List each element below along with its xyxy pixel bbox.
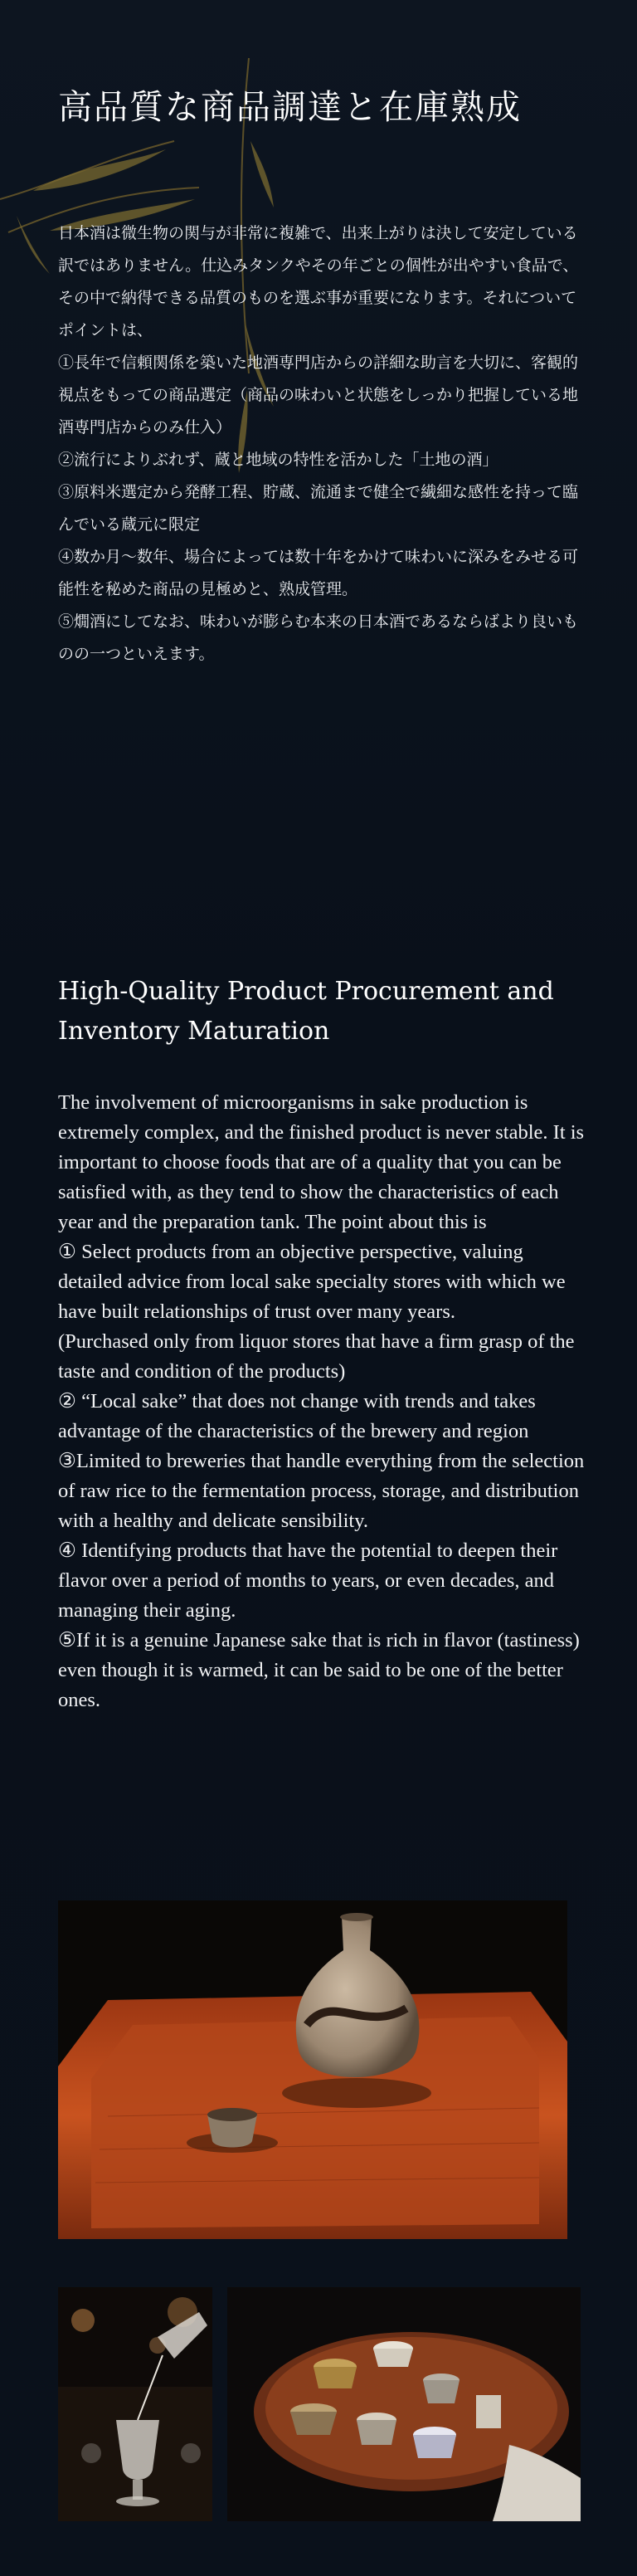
japanese-intro-paragraph: 日本酒は微生物の関与が非常に複雑で、出来上がりは決して安定している訳ではありません。仕込みタンクやその年ごとの個性が出やすい食品で、その中で納得できる品質のものを選ぶ事が重要になります。それについてポイントは、 bbox=[58, 224, 579, 339]
english-point-2: ② “Local sake” that does not change with trends and takes advantage of the characteristics of the brewery and region bbox=[58, 1390, 536, 1442]
english-title: High-Quality Product Procurement and Inventory Maturation bbox=[58, 977, 554, 1046]
japanese-point-2: ②流行によりぶれず、蔵と地域の特性を活かした「土地の酒」 bbox=[58, 451, 498, 469]
sake-glass-photo bbox=[58, 2287, 212, 2521]
english-point-3: ③Limited to breweries that handle everything from the selection of raw rice to the fermentation process, storage, and distribution with a healthy and delicate sensibility. bbox=[58, 1450, 585, 1532]
japanese-point-1: ①長年で信頼関係を築いた地酒専門店からの詳細な助言を大切に、客観的視点をもっての商品選定（商品の味わいと状態をしっかり把握している地酒専門店からのみ仕入） bbox=[58, 354, 579, 437]
english-point-1: ① Select products from an objective perspective, valuing detailed advice from local sake specialty stores with which we have built relationships of trust over many years. bbox=[58, 1241, 566, 1323]
sake-tray-photo bbox=[58, 1900, 567, 2239]
english-point-4: ④ Identifying products that have the potential to deepen their flavor over a period of months to years, or even decades, and managing their aging. bbox=[58, 1539, 558, 1622]
english-point-1-note: (Purchased only from liquor stores that have a firm grasp of the taste and condition of the products) bbox=[58, 1330, 575, 1383]
japanese-title: 高品質な商品調達と在庫熟成 bbox=[58, 87, 522, 127]
japanese-point-3: ③原料米選定から発酵工程、貯蔵、流通まで健全で繊細な感性を持って臨んでいる蔵元に限定 bbox=[58, 483, 579, 534]
japanese-body bbox=[58, 217, 586, 671]
english-point-5: ⑤If it is a genuine Japanese sake that is rich in flavor (tastiness) even though it is warmed, it can be said to be one of the better ones. bbox=[58, 1629, 580, 1711]
english-intro-paragraph: The involvement of microorganisms in sake production is extremely complex, and the finished product is never stable. It is important to choose foods that are of a quality that you can be satisfied with, as they tend to show the characteristics of each year and the preparation tank. The point about this is bbox=[58, 1091, 585, 1233]
english-body bbox=[58, 1088, 589, 1715]
japanese-point-5: ⑤燗酒にしてなお、味わいが膨らむ本来の日本酒であるならばより良いものの一つといえます。 bbox=[58, 612, 579, 663]
japanese-point-4: ④数か月～数年、場合によっては数十年をかけて味わいに深みをみせる可能性を秘めた商品の見極めと、熟成管理。 bbox=[58, 548, 579, 598]
sake-cups-tray-photo bbox=[227, 2287, 581, 2521]
